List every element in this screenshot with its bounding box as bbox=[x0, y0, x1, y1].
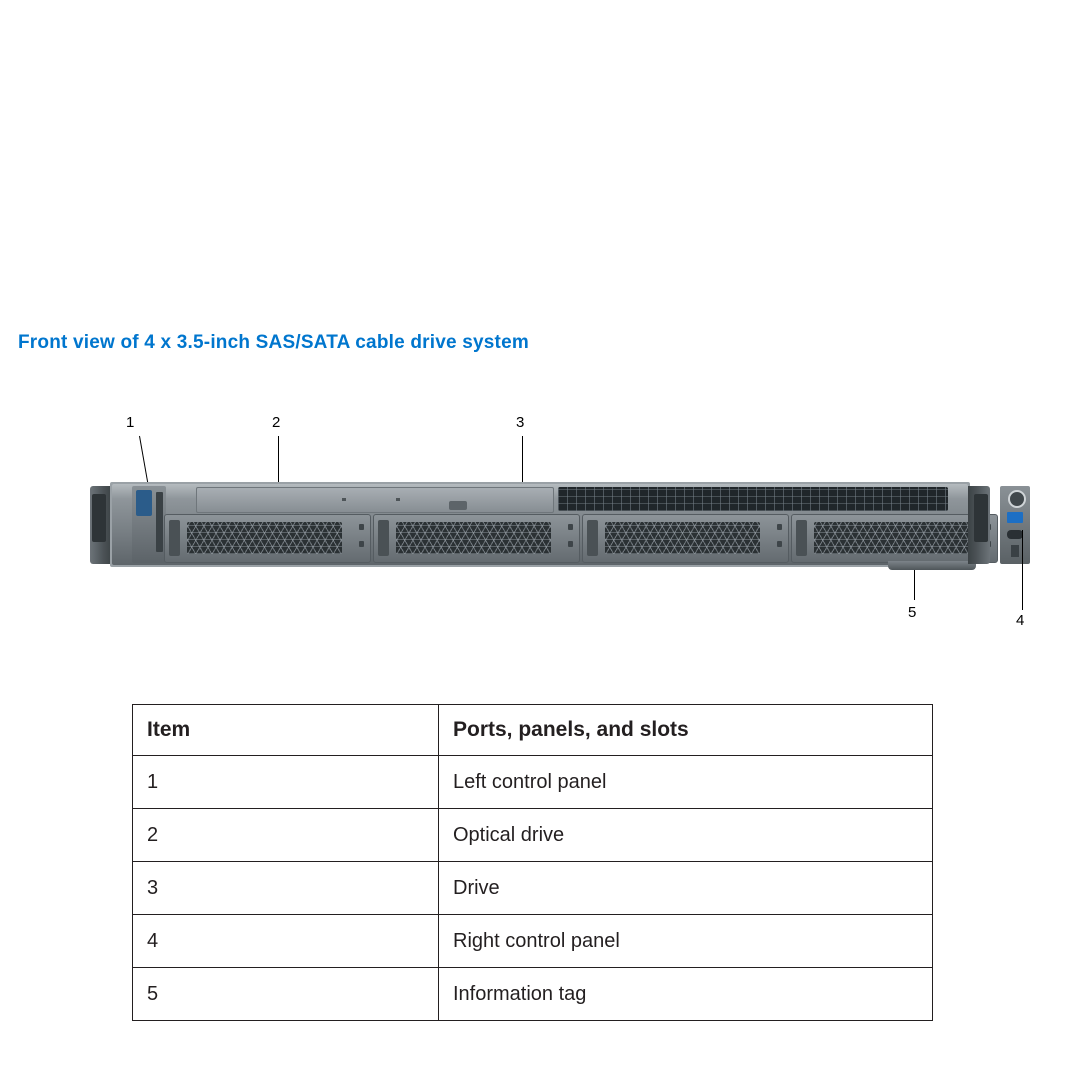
page-title: Front view of 4 x 3.5-inch SAS/SATA cable drive system bbox=[18, 332, 529, 353]
right-rack-ear-inner bbox=[974, 494, 988, 542]
table-header-item: Item bbox=[133, 705, 439, 756]
chassis-body bbox=[110, 482, 970, 567]
left-rack-ear-inner bbox=[92, 494, 106, 542]
table-cell-description: Left control panel bbox=[439, 756, 933, 809]
ventilation-grille-mesh bbox=[558, 487, 948, 511]
callout-label-3: 3 bbox=[516, 414, 525, 431]
callout-leader-4 bbox=[1022, 530, 1023, 610]
drive-bay-4-mesh bbox=[814, 522, 969, 554]
callout-label-4: 4 bbox=[1016, 612, 1025, 629]
right-control-panel-slot bbox=[1011, 545, 1019, 557]
usb-type-c-port-icon bbox=[1007, 530, 1023, 539]
left-control-panel-badge bbox=[136, 490, 152, 516]
table-header-row bbox=[133, 705, 933, 756]
table-row bbox=[133, 756, 933, 809]
drive-bay-2-led-status bbox=[568, 541, 573, 547]
callout-label-5: 5 bbox=[908, 604, 917, 621]
information-tag bbox=[888, 561, 976, 570]
drive-bay-4 bbox=[791, 514, 998, 563]
drive-bay-2 bbox=[373, 514, 580, 563]
left-control-panel-slot bbox=[156, 492, 163, 552]
drive-bay-2-handle bbox=[378, 520, 389, 556]
drive-bay-1 bbox=[164, 514, 371, 563]
optical-drive-eject-button bbox=[449, 501, 467, 510]
drive-bay-1-led-status bbox=[359, 541, 364, 547]
table-row bbox=[133, 809, 933, 862]
table-cell-item: 1 bbox=[133, 756, 439, 809]
table-cell-description: Information tag bbox=[439, 968, 933, 1021]
table-row bbox=[133, 968, 933, 1021]
table-row bbox=[133, 862, 933, 915]
drive-bay-4-handle bbox=[796, 520, 807, 556]
power-button-icon bbox=[1008, 490, 1026, 508]
table-cell-description: Optical drive bbox=[439, 809, 933, 862]
left-rack-ear bbox=[90, 486, 112, 564]
right-rack-ear bbox=[968, 486, 990, 564]
table-cell-item: 4 bbox=[133, 915, 439, 968]
optical-drive bbox=[196, 487, 554, 513]
drive-bay-2-led-activity bbox=[568, 524, 573, 530]
table-header-description: Ports, panels, and slots bbox=[439, 705, 933, 756]
drive-bay-3-led-status bbox=[777, 541, 782, 547]
legend-table bbox=[132, 704, 933, 1021]
drive-bay-1-led-activity bbox=[359, 524, 364, 530]
drive-bay-3-mesh bbox=[605, 522, 760, 554]
optical-drive-indicator-right bbox=[396, 498, 400, 501]
usb-port-icon bbox=[1007, 512, 1023, 523]
server-chassis-graphic bbox=[90, 482, 990, 567]
table-row bbox=[133, 915, 933, 968]
ventilation-grille bbox=[558, 487, 948, 511]
drive-bay-1-handle bbox=[169, 520, 180, 556]
table-cell-description: Drive bbox=[439, 862, 933, 915]
drive-bay-1-mesh bbox=[187, 522, 342, 554]
drive-bay-2-mesh bbox=[396, 522, 551, 554]
drive-bay-3-handle bbox=[587, 520, 598, 556]
table-cell-description: Right control panel bbox=[439, 915, 933, 968]
table-cell-item: 2 bbox=[133, 809, 439, 862]
callout-label-1: 1 bbox=[126, 414, 135, 431]
server-front-view-figure bbox=[0, 400, 1080, 640]
drive-bay-3 bbox=[582, 514, 789, 563]
callout-leader-1 bbox=[139, 436, 149, 487]
callout-label-2: 2 bbox=[272, 414, 281, 431]
drive-bay-3-led-activity bbox=[777, 524, 782, 530]
callout-leader-5 bbox=[914, 570, 915, 600]
table-cell-item: 3 bbox=[133, 862, 439, 915]
optical-drive-indicator-left bbox=[342, 498, 346, 501]
table-cell-item: 5 bbox=[133, 968, 439, 1021]
